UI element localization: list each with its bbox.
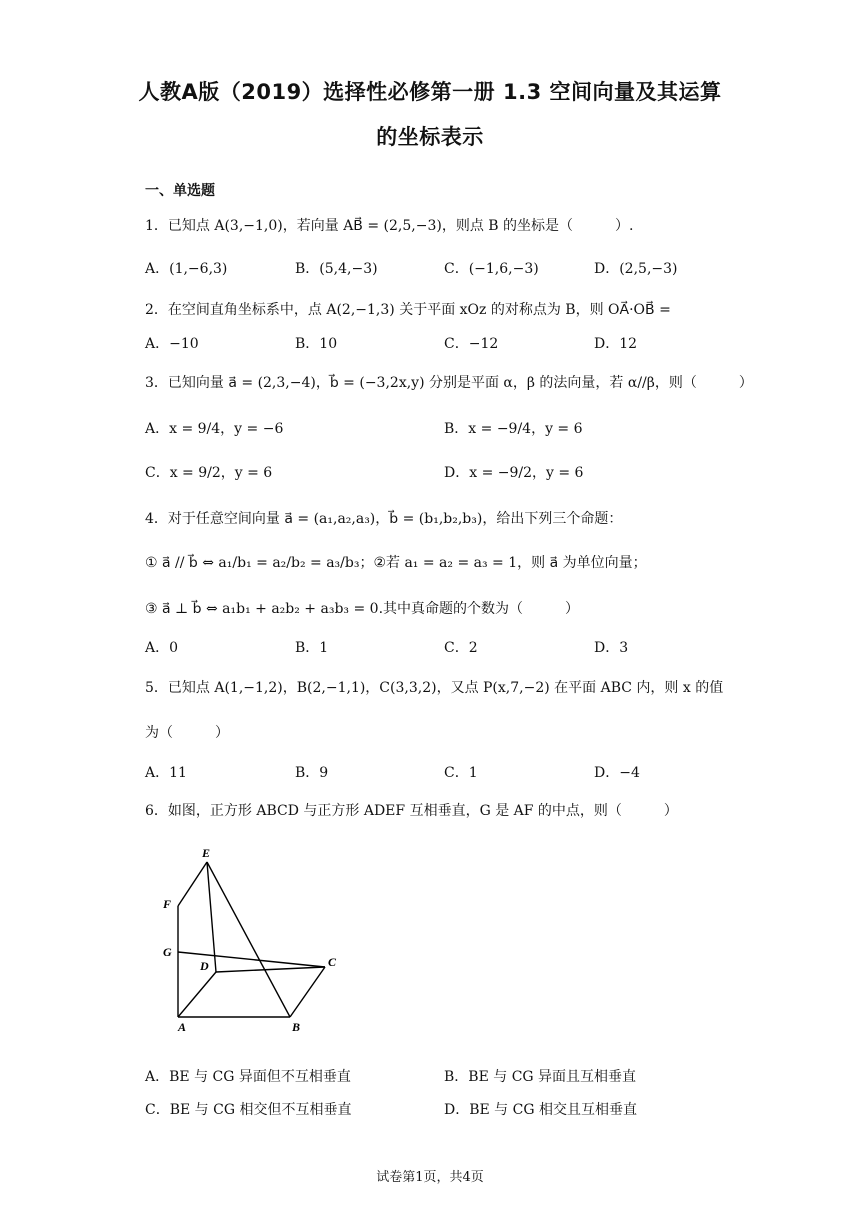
question-1-option-d: D．(2,5,−3) <box>594 261 678 277</box>
label-g: G <box>163 945 172 959</box>
label-d: D <box>200 959 209 973</box>
question-5-option-c: C．1 <box>444 765 478 781</box>
label-f: F <box>163 897 172 911</box>
geometry-figure <box>160 842 350 1037</box>
edge-ad <box>178 972 216 1017</box>
question-6-option-a: A．BE 与 CG 异面但不互相垂直 <box>145 1069 351 1085</box>
question-2-option-d: D．12 <box>594 336 638 352</box>
edge-fe <box>178 862 207 906</box>
question-1-option-a: A．(1,−6,3) <box>145 261 228 277</box>
question-5-stem: 5．已知点 A(1,−1,2)，B(2,−1,1)，C(3,3,2)，又点 P(x,7,−2) 在平面 ABC 内，则 x 的值 <box>145 680 724 696</box>
question-4-proposition-1-2: ① a⃗ // b⃗ ⇔ a₁/b₁ = a₂/b₂ = a₃/b₃；②若 a₁ = a₂ = a₃ = 1，则 a⃗ 为单位向量； <box>145 555 647 571</box>
question-3-option-d: D．x = −9/2，y = 6 <box>444 465 584 481</box>
label-e: E <box>202 846 211 860</box>
question-4-option-b: B．1 <box>295 640 329 656</box>
document-title-line-1: 人教A版（2019）选择性必修第一册 1.3 空间向量及其运算 <box>138 80 722 104</box>
page-footer: 试卷第1页，共4页 <box>376 1170 484 1185</box>
question-5-option-a: A．11 <box>145 765 187 781</box>
question-5-option-d: D．−4 <box>594 765 640 781</box>
edge-dc <box>216 967 325 972</box>
document-title-line-2: 的坐标表示 <box>376 125 484 149</box>
question-4-stem: 4．对于任意空间向量 a⃗ = (a₁,a₂,a₃)，b⃗ = (b₁,b₂,b₃)，给出下列三个命题： <box>145 511 623 527</box>
question-2-option-b: B．10 <box>295 336 338 352</box>
question-3-stem: 3．已知向量 a⃗ = (2,3,−4)，b⃗ = (−3,2x,y) 分别是平面 α，β 的法向量，若 α//β，则（ ） <box>145 375 753 391</box>
question-3-option-a: A．x = 9/4，y = −6 <box>145 421 284 437</box>
question-4-option-c: C．2 <box>444 640 478 656</box>
question-1-stem: 1．已知点 A(3,−1,0)，若向量 AB⃗ = (2,5,−3)，则点 B 的坐标是（ ）. <box>145 218 634 234</box>
question-5-option-b: B．9 <box>295 765 329 781</box>
question-6-option-b: B．BE 与 CG 异面且互相垂直 <box>444 1069 637 1085</box>
question-5-stem-cont: 为（ ） <box>145 725 229 741</box>
question-3-option-b: B．x = −9/4，y = 6 <box>444 421 583 437</box>
question-2-option-a: A．−10 <box>145 336 199 352</box>
label-b: B <box>292 1020 301 1034</box>
question-2-stem: 2．在空间直角坐标系中，点 A(2,−1,3) 关于平面 xOz 的对称点为 B，则 OA⃗·OB⃗ = <box>145 302 671 318</box>
question-4-option-a: A．0 <box>145 640 179 656</box>
section-heading: 一、单选题 <box>145 183 215 199</box>
question-3-option-c: C．x = 9/2，y = 6 <box>145 465 273 481</box>
edge-be <box>207 862 290 1017</box>
question-2-option-c: C．−12 <box>444 336 499 352</box>
question-6-stem: 6．如图，正方形 ABCD 与正方形 ADEF 互相垂直，G 是 AF 的中点，则（ ） <box>145 803 678 819</box>
question-6-option-c: C．BE 与 CG 相交但不互相垂直 <box>145 1102 352 1118</box>
question-1-option-c: C．(−1,6,−3) <box>444 261 539 277</box>
question-4-option-d: D．3 <box>594 640 629 656</box>
question-1-option-b: B．(5,4,−3) <box>295 261 378 277</box>
label-a: A <box>178 1020 187 1034</box>
edge-bc <box>290 967 325 1017</box>
label-c: C <box>328 955 337 969</box>
question-6-option-d: D．BE 与 CG 相交且互相垂直 <box>444 1102 637 1118</box>
question-4-proposition-3: ③ a⃗ ⊥ b⃗ ⇔ a₁b₁ + a₂b₂ + a₃b₃ = 0.其中真命题的个数为（ ） <box>145 601 580 617</box>
